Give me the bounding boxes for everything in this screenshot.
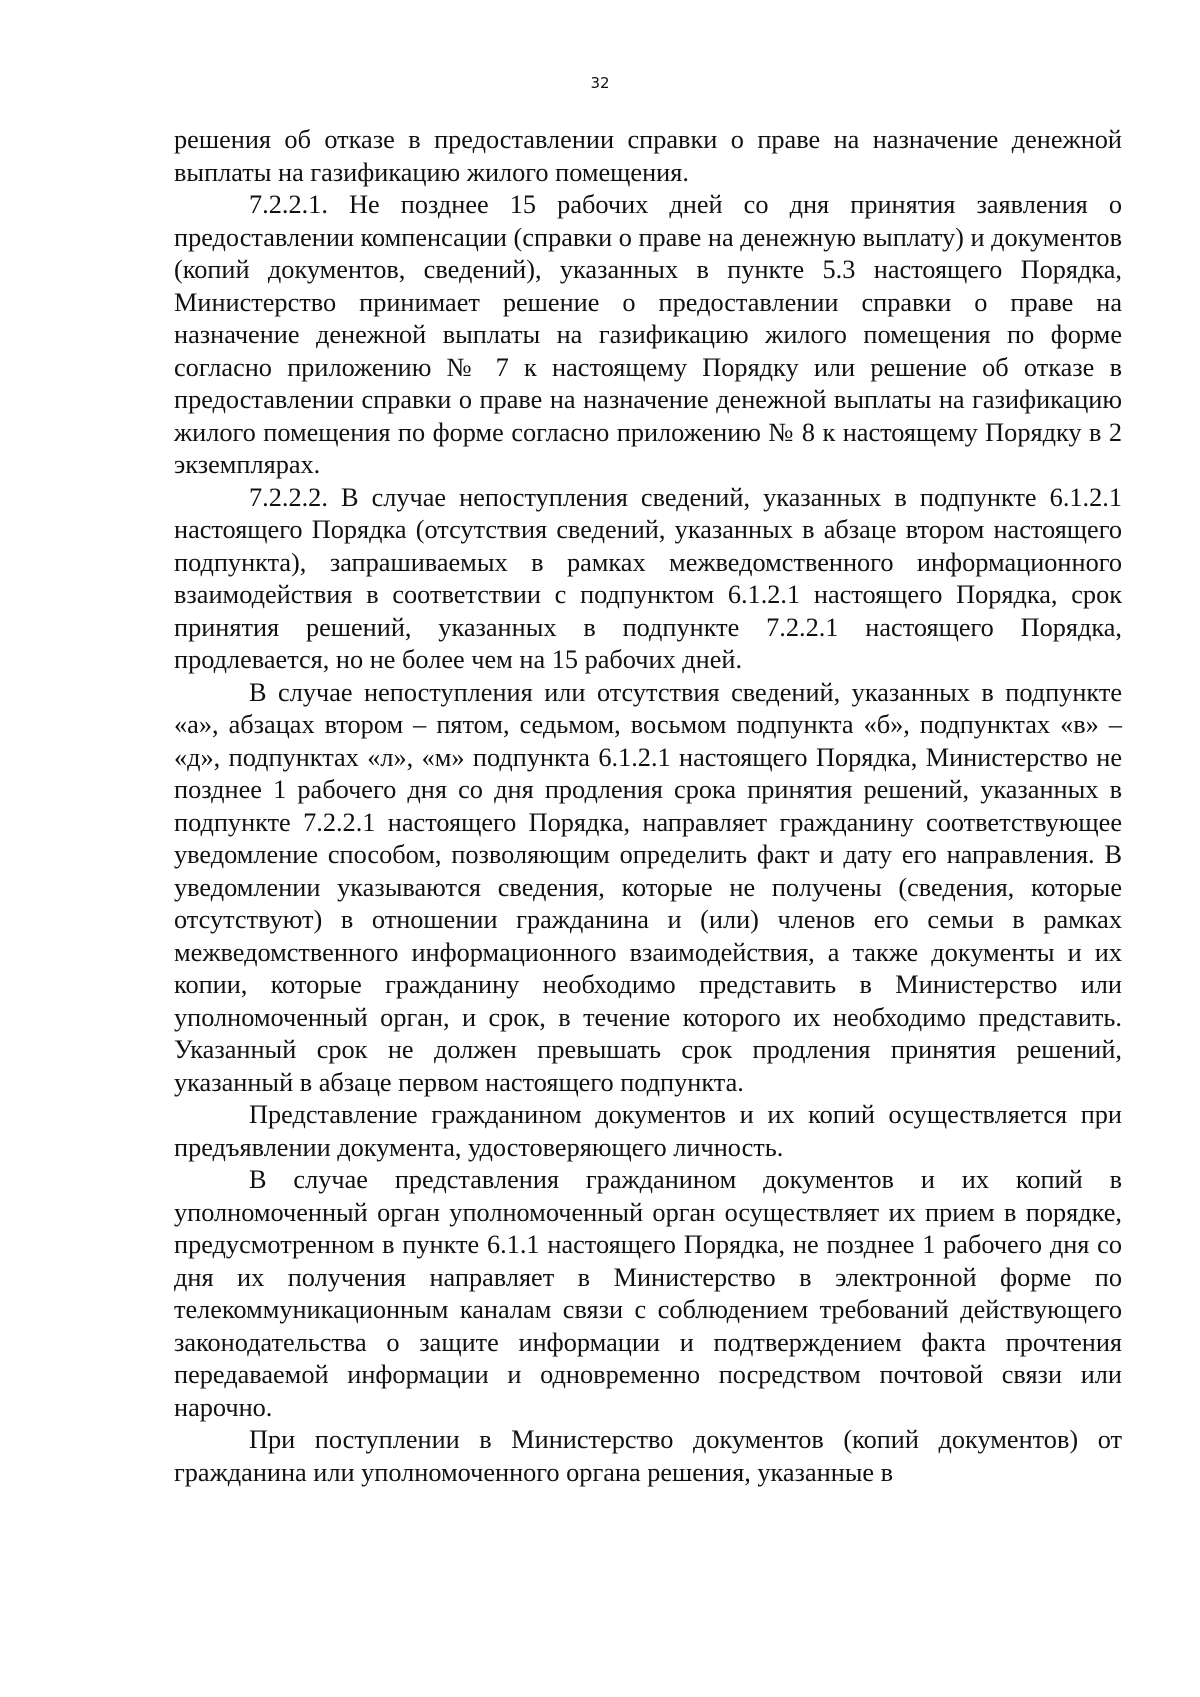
paragraph-missing-information: В случае непоступления или отсутствия сведений, указанных в подпункте «а», абзацах втором – пятом, седьмом, восьмом подпункта «б», подпунктах «в» – «д», подпунктах «л», «м» подпункта 6.1.2.1 настоящего Порядка, Министерство не позднее 1 рабочего дня со дня продления срока принятия решений, указанных в подпункте 7.2.2.1 настоящего Порядка, направляет гражданину соответствующее уведомление способом, позволяющим определить факт и дату его направления. В уведомлении указываются сведения, которые не получены (сведения, которые отсутствуют) в отношении гражданина и (или) членов его семьи в рамках межведомственного информационного взаимодействия, а также документы и их копии, которые гражданину необходимо представить в Министерство или уполномоченный орган, и срок, в течение которого их необходимо представить. Указанный срок не должен превышать срок продления принятия решений, указанный в абзаце первом настоящего подпункта. — [174, 677, 1122, 1097]
paragraph-receipt-of-documents: При поступлении в Министерство документов (копий документов) от гражданина или уполномоченного органа решения, указанные в — [174, 1425, 1122, 1487]
paragraph-identity-document: Представление гражданином документов и их копий осуществляется при предъявлении документа, удостоверяющего личность. — [174, 1100, 1122, 1162]
paragraph-continuation: решения об отказе в предоставлении справки о праве на назначение денежной выплаты на газификацию жилого помещения. — [174, 125, 1122, 187]
paragraph-7-2-2-2: 7.2.2.2. В случае непоступления сведений, указанных в подпункте 6.1.2.1 настоящего Порядка (отсутствия сведений, указанных в абзаце втором настоящего подпункта), запрашиваемых в рамках межведомственного информационного взаимодействия в соответствии с подпунктом 6.1.2.1 настоящего Порядка, срок принятия решений, указанных в подпункте 7.2.2.1 настоящего Порядка, продлевается, но не более чем на 15 рабочих дней. — [174, 482, 1122, 674]
paragraph-authorized-body: В случае представления гражданином документов и их копий в уполномоченный орган уполномоченный орган осуществляет их прием в порядке, предусмотренном в пункте 6.1.1 настоящего Порядка, не позднее 1 рабочего дня со дня их получения направляет в Министерство в электронной форме по телекоммуникационным каналам связи с соблюдением требований действующего законодательства о защите информации и подтверждением факта прочтения передаваемой информации и одновременно посредством почтовой связи или нарочно. — [174, 1165, 1122, 1422]
page-number: 32 — [590, 74, 610, 92]
paragraph-7-2-2-1: 7.2.2.1. Не позднее 15 рабочих дней со дня принятия заявления о предоставлении компенсации (справки о праве на денежную выплату) и документов (копий документов, сведений), указанных в пункте 5.3 настоящего Порядка, Министерство принимает решение о предоставлении справки о праве на назначение денежной выплаты на газификацию жилого помещения по форме согласно приложению № 7 к настоящему Порядку или решение об отказе в предоставлении справки о праве на назначение денежной выплаты на газификацию жилого помещения по форме согласно приложению № 8 к настоящему Порядку в 2 экземплярах. — [174, 190, 1122, 479]
document-body — [174, 124, 1122, 1489]
